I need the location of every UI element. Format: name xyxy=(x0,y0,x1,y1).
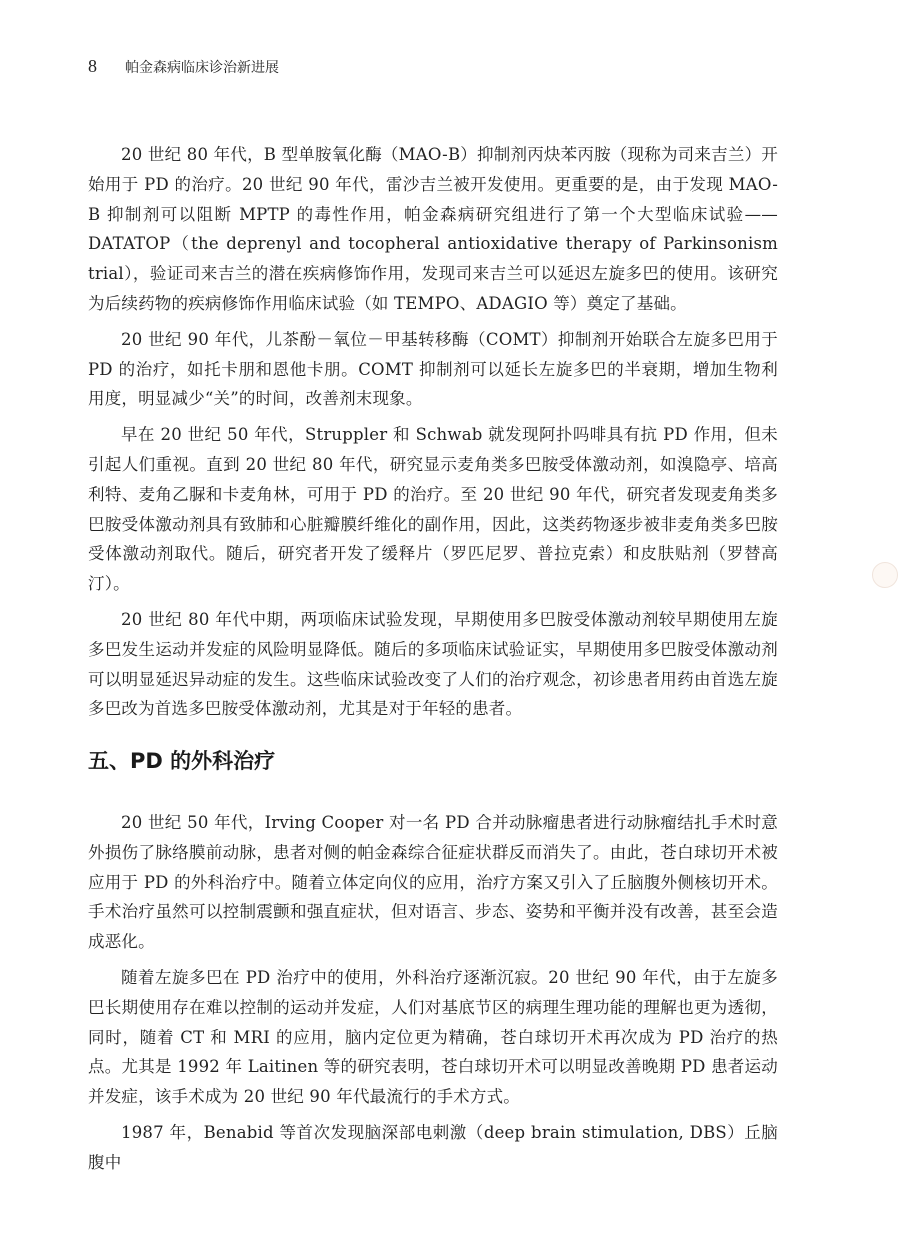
paragraph-maob-inhibitors: 20 世纪 80 年代，B 型单胺氧化酶（MAO-B）抑制剂丙炔苯丙胺（现称为司来吉兰）开始用于 PD 的治疗。20 世纪 90 年代，雷沙吉兰被开发使用。更重要的是，由于发现 MAO-B 抑制剂可以阻断 MPTP 的毒性作用，帕金森病研究组进行了第一个大型临床试验——DATATOP（the deprenyl and tocopheral antioxidative therapy of Parkinsonism trial），验证司来吉兰的潜在疾病修饰作用，发现司来吉兰可以延迟左旋多巴的使用。该研究为后续药物的疾病修饰作用临床试验（如 TEMPO、ADAGIO 等）奠定了基础。 xyxy=(88,145,778,313)
section-heading-surgical-treatment: 五、PD 的外科治疗 xyxy=(88,749,276,773)
running-head xyxy=(88,56,279,80)
book-title: 帕金森病临床诊治新进展 xyxy=(125,60,279,76)
paragraph-comt-inhibitors: 20 世纪 90 年代，儿茶酚－氧位－甲基转移酶（COMT）抑制剂开始联合左旋多巴用于 PD 的治疗，如托卡朋和恩他卡朋。COMT 抑制剂可以延长左旋多巴的半衰期，增加生物利用度，明显减少“关”的时间，改善剂末现象。 xyxy=(88,329,778,409)
paragraph-surgery-revival: 随着左旋多巴在 PD 治疗中的使用，外科治疗逐渐沉寂。20 世纪 90 年代，由于左旋多巴长期使用存在难以控制的运动并发症，人们对基底节区的病理生理功能的理解也更为透彻，同时，随着 CT 和 MRI 的应用，脑内定位更为精确，苍白球切开术再次成为 PD 治疗的热点。尤其是 1992 年 Laitinen 等的研究表明，苍白球切开术可以明显改善晚期 PD 患者运动并发症，该手术成为 20 世纪 90 年代最流行的手术方式。 xyxy=(88,967,778,1107)
body-text-section-1 xyxy=(88,140,778,730)
paragraph-clinical-trials: 20 世纪 80 年代中期，两项临床试验发现，早期使用多巴胺受体激动剂较早期使用左旋多巴发生运动并发症的风险明显降低。随后的多项临床试验证实，早期使用多巴胺受体激动剂可以明显延迟异动症的发生。这些临床试验改变了人们的治疗观念，初诊患者用药由首选左旋多巴改为首选多巴胺受体激动剂，尤其是对于年轻的患者。 xyxy=(88,609,778,719)
body-text-section-2 xyxy=(88,808,778,1184)
page-number: 8 xyxy=(88,56,97,76)
paragraph-pallidotomy-origin: 20 世纪 50 年代，Irving Cooper 对一名 PD 合并动脉瘤患者进行动脉瘤结扎手术时意外损伤了脉络膜前动脉，患者对侧的帕金森综合征症状群反而消失了。由此，苍白球切开术被应用于 PD 的外科治疗中。随着立体定向仪的应用，治疗方案又引入了丘脑腹外侧核切开术。手术治疗虽然可以控制震颤和强直症状，但对语言、步态、姿势和平衡并没有改善，甚至会造成恶化。 xyxy=(88,813,778,952)
paragraph-dbs-discovery: 1987 年，Benabid 等首次发现脑深部电刺激（deep brain stimulation, DBS）丘脑腹中 xyxy=(88,1122,778,1172)
paragraph-dopamine-agonists: 早在 20 世纪 50 年代，Struppler 和 Schwab 就发现阿扑吗啡具有抗 PD 作用，但未引起人们重视。直到 20 世纪 80 年代，研究显示麦角类多巴胺受体激动剂，如溴隐亭、培高利特、麦角乙脲和卡麦角林，可用于 PD 的治疗。至 20 世纪 90 年代，研究者发现麦角类多巴胺受体激动剂具有致肺和心脏瓣膜纤维化的副作用，因此，这类药物逐步被非麦角类多巴胺受体激动剂取代。随后，研究者开发了缓释片（罗匹尼罗、普拉克索）和皮肤贴剂（罗替高汀）。 xyxy=(88,425,778,594)
margin-stamp-mark xyxy=(872,562,898,588)
